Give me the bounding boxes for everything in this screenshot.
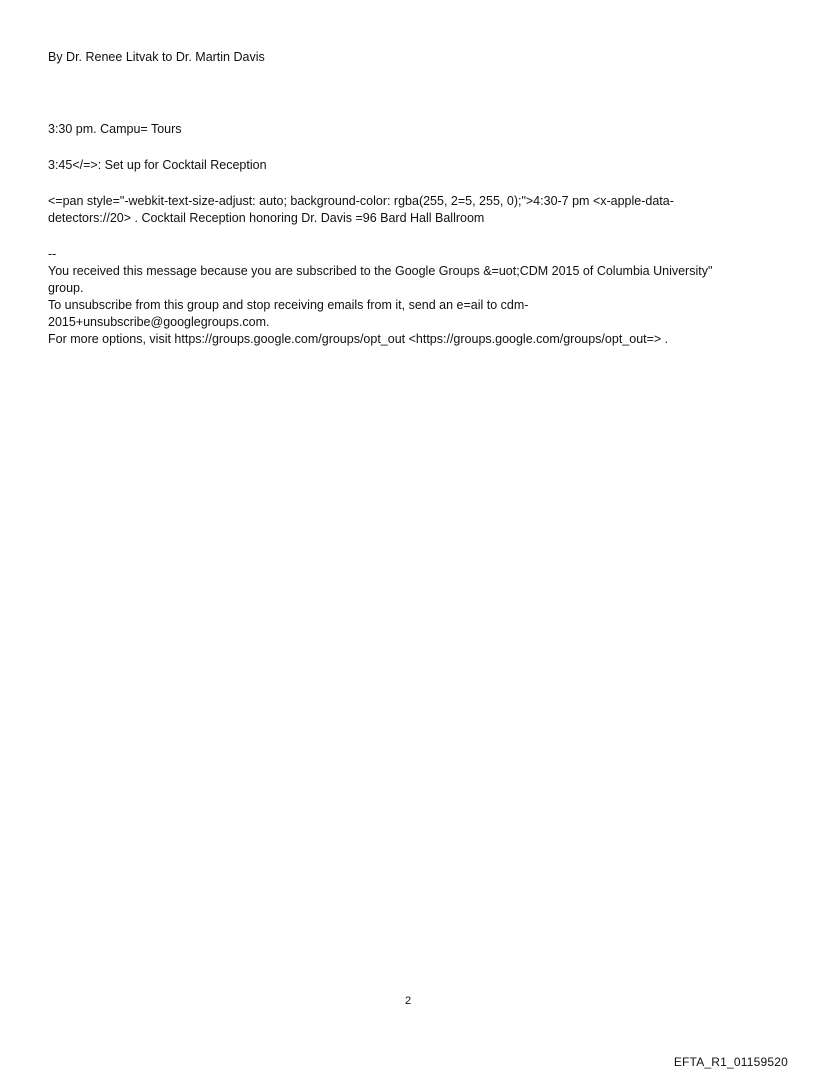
footer-line: group.	[48, 281, 84, 295]
bates-number: EFTA_R1_01159520	[673, 1055, 788, 1069]
footer-line: To unsubscribe from this group and stop receiving emails from it, send an e=ail to cdm-	[48, 298, 529, 312]
footer-line: For more options, visit https://groups.google.com/groups/opt_out <https://groups.google.com/groups/opt_out=> .	[48, 332, 669, 346]
footer-separator: --	[48, 247, 57, 261]
mailing-list-footer	[48, 246, 778, 348]
footer-line: 2015+unsubscribe@googlegroups.com.	[48, 315, 270, 329]
reception-line-1: <=pan style="-webkit-text-size-adjust: auto; background-color: rgba(255, 2=5, 255, 0);">4:30-7 pm <x-apple-data-	[48, 194, 674, 208]
page-number: 2	[404, 995, 412, 1007]
schedule-item-campus-tours: 3:30 pm. Campu= Tours	[48, 122, 182, 136]
byline: By Dr. Renee Litvak to Dr. Martin Davis	[48, 50, 265, 64]
footer-line: You received this message because you are subscribed to the Google Groups &=uot;CDM 2015 of Columbia University"	[48, 264, 713, 278]
reception-line-2: detectors://20> . Cocktail Reception honoring Dr. Davis =96 Bard Hall Ballroom	[48, 211, 485, 225]
schedule-item-setup: 3:45</=>: Set up for Cocktail Reception	[48, 158, 267, 172]
